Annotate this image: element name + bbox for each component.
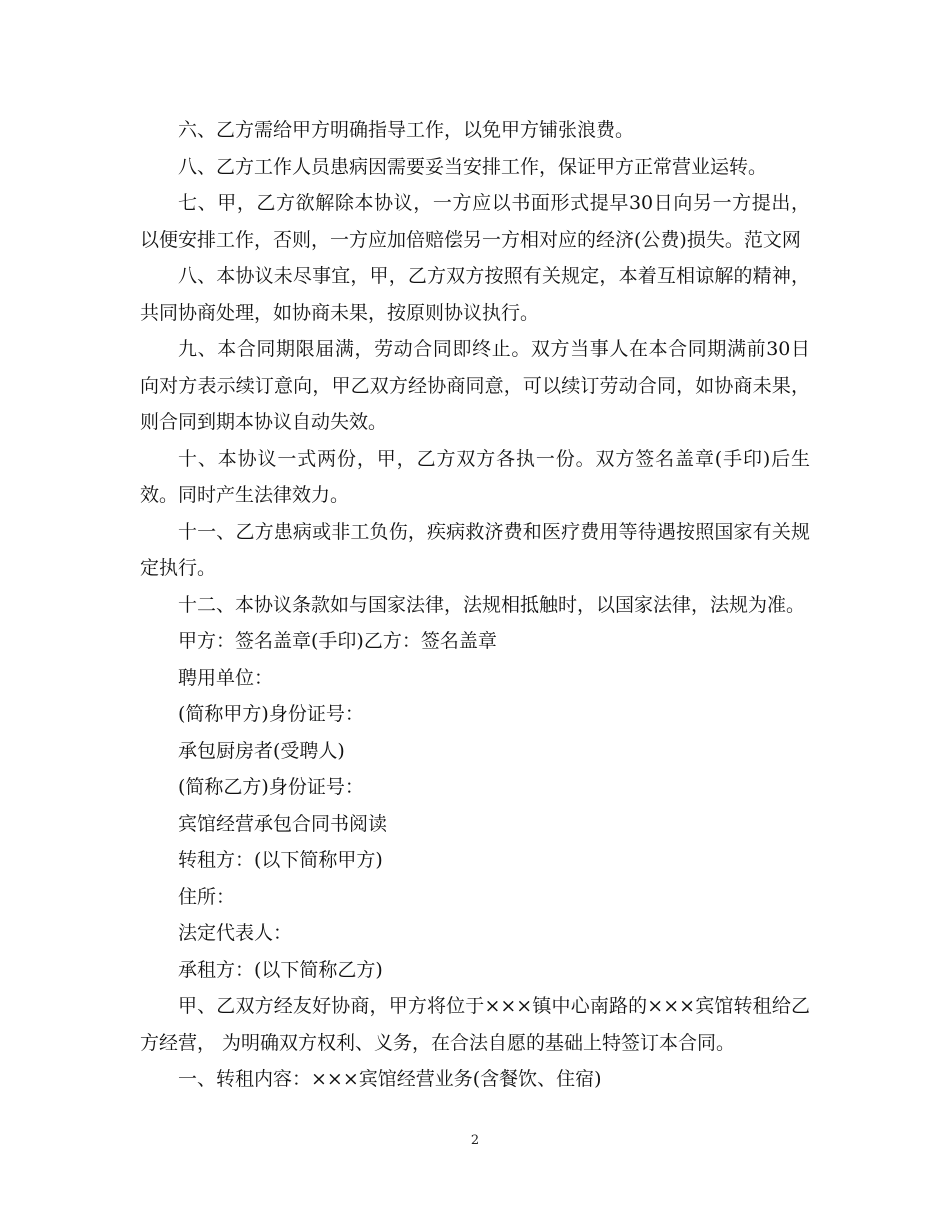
paragraph-lease-content: 一、转租内容：×××宾馆经营业务(含餐饮、住宿): [178, 1068, 602, 1090]
lessee-label: 承租方：(以下简称乙方): [178, 958, 383, 981]
page-number: 2: [470, 1133, 480, 1148]
paragraph-agreement-intro: 甲、乙双方经友好协商，甲方将位于×××镇中心南路的×××宾馆转租给乙方经营， 为明确双方权利、义务，在合法自愿的基础上特签订本合同。: [140, 995, 810, 1054]
paragraph-termination: 七、甲，乙方欲解除本协议，一方应以书面形式提早30日向另一方提出，以便安排工作，否则，一方应加倍赔偿另一方相对应的经济(公费)损失。范文网: [140, 192, 810, 251]
document-body: [140, 112, 810, 1098]
party-a-id-label: (简称甲方)身份证号：: [178, 703, 364, 725]
paragraph-contract-expiry: 九、本合同期限届满，劳动合同即终止。双方当事人在本合同期满前30日向对方表示续订意向，甲乙双方经协商同意，可以续订劳动合同，如协商未果，则合同到期本协议自动失效。: [140, 338, 810, 433]
employer-label: 聘用单位：: [178, 666, 274, 689]
address-label: 住所：: [178, 885, 236, 908]
paragraph-staff-illness: 八、乙方工作人员患病因需要妥当安排工作，保证甲方正常营业运转。: [178, 155, 768, 178]
paragraph-guidance: 六、乙方需给甲方明确指导工作，以免甲方铺张浪费。: [178, 119, 635, 141]
signature-line: 甲方：签名盖章(手印)乙方：签名盖章: [178, 630, 497, 652]
party-b-id-label: (简称乙方)身份证号：: [178, 776, 364, 798]
paragraph-copies: 十、本协议一式两份，甲，乙方双方各执一份。双方签名盖章(手印)后生效。同时产生法律效力。: [140, 447, 810, 506]
paragraph-unresolved-matters: 八、本协议未尽事宜，甲，乙方双方按照有关规定，本着互相谅解的精神，共同协商处理，如协商未果，按原则协议执行。: [140, 265, 810, 324]
legal-rep-label: 法定代表人：: [178, 922, 293, 944]
section-title: 宾馆经营承包合同书阅读: [178, 812, 388, 835]
contractor-label: 承包厨房者(受聘人): [178, 739, 345, 762]
lessor-label: 转租方：(以下简称甲方): [178, 849, 383, 871]
paragraph-law-precedence: 十二、本协议条款如与国家法律，法规相抵触时，以国家法律，法规为准。: [178, 593, 806, 616]
paragraph-injury: 十一、乙方患病或非工负伤，疾病救济费和医疗费用等待遇按照国家有关规定执行。: [140, 520, 810, 579]
